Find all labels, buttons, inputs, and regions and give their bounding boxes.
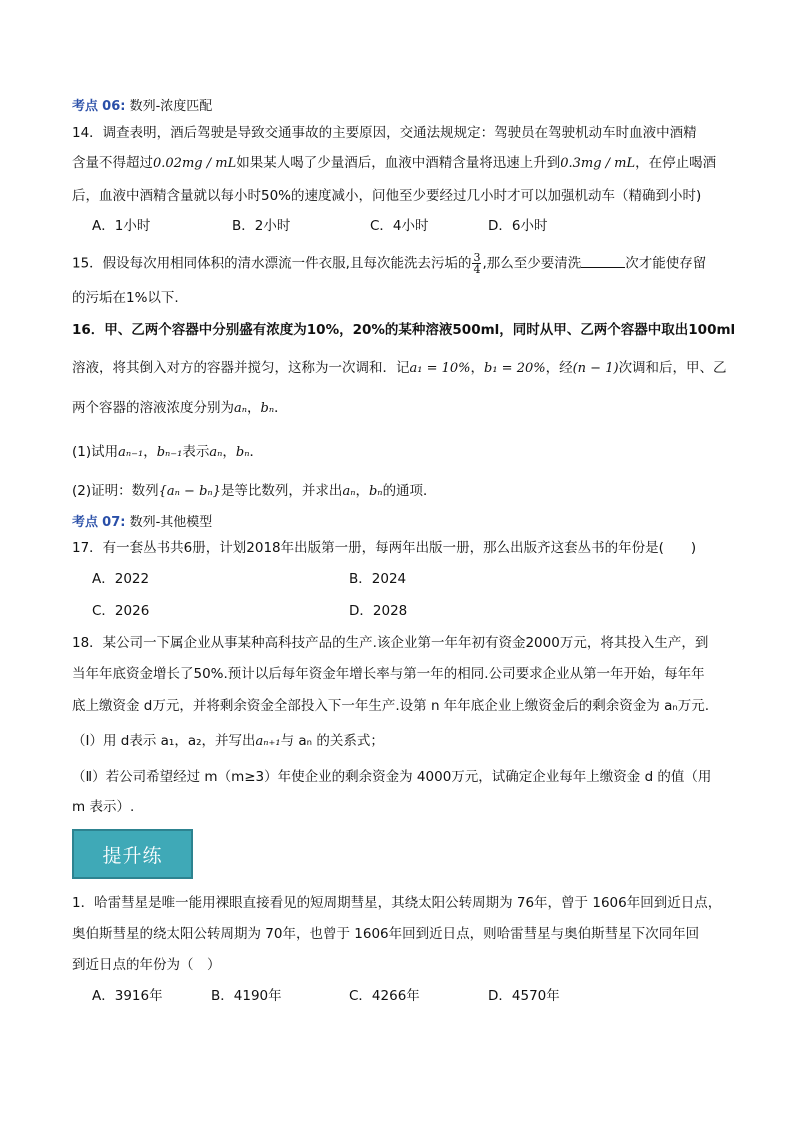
t1-option-d: D．4570年 [488, 988, 560, 1004]
q15-answer-blank[interactable] [581, 255, 625, 268]
q16-part-1: (1)试用aₙ₋₁，bₙ₋₁表示aₙ，bₙ． [72, 444, 264, 460]
q18-part-2: （Ⅱ）若公司希望经过 m（m≥3）年使企业的剩余资金为 4000万元，试确定企业每年上缴资金 d 的值（用 [72, 769, 712, 785]
q14-option-c: C．4小时 [370, 218, 429, 234]
q17-option-d: D．2028 [349, 603, 408, 619]
t1-line-2: 奥伯斯彗星的绕太阳公转周期为 70年，也曾于 1606年回到近日点，则哈雷彗星与奥伯斯彗星下次同年回 [72, 926, 700, 942]
q14-math-limit: 0.02mg / mL [153, 156, 237, 171]
q17-option-a: A．2022 [92, 571, 150, 587]
q16-line-2: 溶液，将其倒入对方的容器并搅匀，这称为一次调和．记a₁ = 10%，b₁ = 20%，经(n − 1)次调和后，甲、乙 [72, 360, 727, 376]
q16-part-2: (2)证明：数列{aₙ − bₙ}是等比数列，并求出aₙ，bₙ的通项． [72, 483, 437, 499]
q14-math-peak: 0.3mg / mL [560, 156, 636, 171]
practice-banner: 提升练 [72, 829, 193, 879]
q18-line-3: 底上缴资金 d万元，并将剩余资金全部投入下一年生产.设第 n 年年底企业上缴资金后的剩余资金为 aₙ万元. [72, 698, 710, 714]
q14-option-d: D．6小时 [488, 218, 548, 234]
q18-part-1: （Ⅰ）用 d表示 a₁，a₂，并写出aₙ₊₁与 aₙ 的关系式； [72, 733, 384, 749]
t1-option-c: C．4266年 [349, 988, 420, 1004]
q18-line-2: 当年年底资金增长了50%.预计以后每年资金年增长率与第一年的相同.公司要求企业从第一年开始，每年年 [72, 666, 705, 682]
q17-line-1: 17．有一套丛书共6册，计划2018年出版第一册，每两年出版一册，那么出版齐这套丛书的年份是( ) [72, 540, 697, 556]
q15-line-2: 的污垢在1%以下. [72, 290, 179, 306]
section-heading-07: 考点 07: 数列-其他模型 [72, 515, 213, 530]
q15-line-1: 15．假设每次用相同体积的清水漂流一件衣服,且每次能洗去污垢的 $\frac{3}{4}$ ,那么至少要清洗 次才能使存留 [72, 251, 707, 276]
q17-option-c: C．2026 [92, 603, 150, 619]
t1-option-a: A．3916年 [92, 988, 163, 1004]
q14-option-b: B．2小时 [232, 218, 291, 234]
q14-line-2: 含量不得超过0.02mg / mL如果某人喝了少量酒后，血液中酒精含量将迅速上升到0.3mg / mL，在停止喝酒 [72, 155, 717, 171]
t1-line-3: 到近日点的年份为（ ） [72, 957, 221, 973]
section-heading-06: 考点 06: 数列-浓度匹配 [72, 99, 213, 114]
q14-line-3: 后，血液中酒精含量就以每小时50%的速度减小，问他至少要经过几小时才可以加强机动车（精确到小时) [72, 188, 702, 204]
q17-option-b: B．2024 [349, 571, 407, 587]
q18-line-1: 18．某公司一下属企业从事某种高科技产品的生产.该企业第一年年初有资金2000万元，将其投入生产，到 [72, 635, 709, 651]
t1-line-1: 1．哈雷彗星是唯一能用裸眼直接看见的短周期彗星，其绕太阳公转周期为 76年，曾于 1606年回到近日点， [72, 895, 722, 911]
q15-fraction: $\frac{3}{4}$ [473, 251, 481, 276]
q18-part-3: m 表示）. [72, 799, 135, 815]
q16-line-1: 16．甲、乙两个容器中分别盛有浓度为10%，20%的某种溶液500ml，同时从甲、乙两个容器中取出100ml [72, 322, 736, 338]
t1-option-b: B．4190年 [211, 988, 282, 1004]
q16-line-3: 两个容器的溶液浓度分别为aₙ，bₙ． [72, 400, 288, 416]
q14-line-1: 14．调查表明，酒后驾驶是导致交通事故的主要原因，交通法规规定：驾驶员在驾驶机动车时血液中酒精 [72, 125, 697, 141]
q14-option-a: A．1小时 [92, 218, 151, 234]
